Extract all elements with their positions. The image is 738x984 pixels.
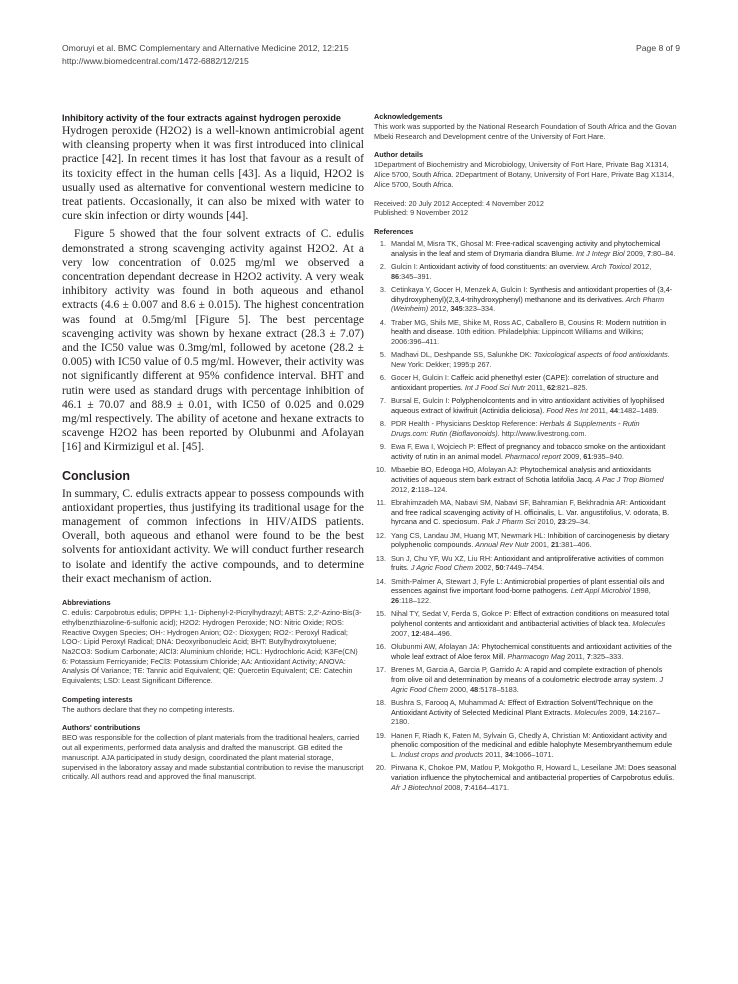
reference-journal: Herbals & Supplements - Rutin Drugs.com: Rutin (Bioflavonoids). (391, 419, 640, 439)
reference-year: http://www.livestrong.com. (499, 429, 587, 439)
abbreviations-text: C. edulis: Carpobrotus edulis; DPPH: 1,1- Diphenyl-2-Picrylhydrazyl; ABTS: 2,2'-Azino-Bis(3-ethylbenzthiazoline-6-sulfonic acid); H2O2: Hydrogen Peroxide; NO: Nitric Oxide; ROS: Reactive Oxygen Species; OH-: Hydrogen Anion; O2-: Dioxygen; RO2-: Peroxyl Radical; LOO-: Lipid Peroxyl Radical; DNA: Deoxyribonucleic Acid; BHT: Butylhydroxytoluene; Na2CO3: Sodium Carbonate; AlCl3: Aluminium chloride; HCL: Hydrochloric Acid; K3Fe(CN) 6: Potassium Ferricyanide; FeCl3: Potassium Chloride; AA: Antioxidant Activity; ANOVA: Analysis Of Variance; TE: Tannic acid Equivalent; QE: Quercetin Equivalent; CE: Catechin Equivalents; LSD: Least Significant Difference. (62, 608, 362, 686)
reference-number: 16. (375, 642, 386, 652)
reference-volume: 2 (411, 484, 416, 494)
reference-item (374, 698, 678, 727)
reference-item (374, 465, 678, 494)
reference-journal: Annual Rev Nutr (473, 540, 529, 550)
reference-item (374, 554, 678, 573)
reference-year: 2011, (525, 383, 548, 393)
reference-authors: Gocer H, Gulcin I: (391, 373, 452, 383)
reference-journal: Toxicological aspects of food antioxidants. (533, 350, 670, 360)
received-date: Received: 20 July 2012 Accepted: 4 November 2012 (374, 198, 544, 208)
h2o2-paragraph-1: Hydrogen peroxide (H2O2) is a well-known antimicrobial agent with cleansing property when it was first introduced into clinical practice [42]. In recent times it has lost that favour as a result of its toxicity effect in the human cells [43]. As a liquid, H2O2 is usually used as alternative for conventional western medicine to treat patients. Occasionally, it can also be mixed with water to cure skin infection or dirty wounds [44]. (62, 125, 364, 223)
author-details-text: 1Department of Biochemistry and Microbiology, University of Fort Hare, Private Bag X1314, Alice 5700, South Africa. 2Department of Botany, University of Fort Hare, Private Bag X1314, Alice 5700, South Africa. (374, 160, 674, 189)
reference-number: 9. (379, 442, 386, 452)
abbreviations-heading: Abbreviations (62, 598, 111, 608)
reference-title: Antimicrobial properties of plant essential oils and essences against five important food-borne pathogens. (391, 576, 665, 596)
reference-item (374, 609, 678, 638)
reference-pages: :118–122. (399, 596, 432, 606)
reference-volume: 34 (504, 749, 513, 759)
reference-pages: :345–391. (399, 271, 432, 281)
reference-volume: 12 (411, 628, 420, 638)
reference-authors: Brenes M, Garcia A, Garcia P, Garrido A: (391, 665, 525, 675)
reference-year: 2009, (624, 248, 647, 258)
reference-title: Antioxidant activity and phenolic composition of the medicinal and edible halophyte Mesembryanthemum edule L. (391, 730, 673, 759)
reference-journal: Int J Food Sci Nutr (462, 383, 526, 393)
reference-volume: 50 (495, 563, 504, 573)
reference-pages: :325–333. (590, 651, 624, 661)
reference-number: 6. (379, 373, 386, 383)
reference-authors: Pirwana K, Chokoe PM, Matlou P, Mokgotho R, Howard L, Leseilane JM: (391, 763, 629, 773)
reference-number: 15. (375, 609, 386, 619)
reference-authors: Mbaebie BO, Edeoga HO, Afolayan AJ: (391, 465, 520, 475)
reference-year: 10th edition. Philadelphia: Lippincott Williams and Wilkins; 2006:396–411. (391, 327, 644, 347)
reference-year: 1998, (630, 586, 651, 596)
reference-title: Phytochemical analysis and antioxidants activities of aqueous stem bark extract of Schotia latifolia Jacq. (391, 465, 652, 485)
reference-pages: :80–84. (651, 248, 676, 258)
reference-number: 4. (379, 317, 386, 327)
reference-title: Antioxidant and free radical scavenging activity of H. officinalis, L. Var. angustifolius, V. odorata, B. hyrcana and C. speciosum. (391, 498, 670, 527)
reference-item (374, 531, 678, 550)
page-header (62, 42, 680, 67)
reference-pages: :381–406. (559, 540, 592, 550)
competing-interests-text: The authors declare that they no competing interests. (62, 704, 235, 714)
reference-year: 2001, (528, 540, 551, 550)
reference-title: Polyphenolcontents and in vitro antioxidant activities of lyophilised aqueous extract of kiwifruit (Actinidia deliciosa). (391, 396, 665, 416)
reference-year: 2012, (428, 304, 451, 314)
reference-volume: 86 (391, 271, 400, 281)
reference-pages: :1482–1489. (618, 406, 659, 416)
reference-title: Modern nutrition in health and disease. (391, 317, 667, 337)
reference-pages: :484–496. (419, 628, 452, 638)
reference-title: Caffeic acid phenethyl ester (CAPE): correlation of structure and antioxidant properties. (391, 373, 659, 393)
reference-year: 2011, (588, 406, 610, 416)
reference-pages: :935–940. (591, 452, 624, 462)
reference-year: New York: Dekker; 1995:p 267. (391, 360, 492, 370)
reference-pages: :2167–2180. (391, 707, 660, 727)
reference-item (374, 262, 678, 281)
reference-authors: Bursal E, Gulcin I: (391, 396, 452, 406)
reference-authors: Ewa F, Ewa I, Wojciech P: (391, 442, 478, 452)
reference-year: 2011, (483, 749, 505, 759)
reference-authors: Nihal TY, Sedat V, Ferda S, Gokce P: (391, 609, 514, 619)
reference-item (374, 285, 678, 314)
reference-title: Antioxidant activity of food constituents: an overview. (419, 261, 590, 271)
reference-title: Effect of extraction conditions on measured total polyhenol contents and antioxidant and antibacterial activities of black tea. (391, 609, 669, 629)
reference-authors: Smith-Palmer A, Stewart J, Fyfe L: (391, 576, 505, 586)
reference-journal: Arch Pharm (Weinheim) (391, 294, 665, 314)
reference-title: Antioxidant and antiproliferative activities of common fruits. (391, 553, 664, 573)
reference-number: 5. (379, 350, 386, 360)
reference-authors: Sun J, Chu YF, Wu XZ, Liu RH: (391, 553, 494, 563)
reference-year: 2010, (535, 517, 558, 527)
reference-number: 3. (379, 284, 386, 294)
reference-number: 8. (379, 419, 386, 429)
reference-journal: Arch Toxicol (589, 261, 631, 271)
reference-authors: Cetinkaya Y, Gocer H, Menzek A, Gulcin I: (391, 284, 530, 294)
reference-journal: J Agric Food Chem (391, 674, 664, 694)
reference-authors: Olubunmi AW, Afolayan JA: (391, 642, 482, 652)
reference-number: 14. (375, 576, 386, 586)
reference-year: 2007, (391, 628, 412, 638)
reference-number: 19. (375, 730, 386, 740)
h2o2-paragraph-2: Figure 5 showed that the four solvent extracts of C. edulis demonstrated a strong scavenging activity against H2O2. At a very low concentration of 0.025 mg/ml we observed a concentration dependant decrease in H2O2 activity. A very weak inhibitory activity was found in both aqueous and ethanol extracts (4.6 ± 0.007 and 8.6 ± 0.015). The highest concentration was found at 0.5mg/ml [Figure 5]. The best percentage scavenging activity was shown by hexane extract (28.3 ± 7.07) and the IC50 value was 0.3mg/ml, followed by acetone (28.2 ± 0.005) with IC50 value of 0.5 mg/ml. However, their activity was not significantly different at 95% confidence interval. BHT and rutin were used as standard drugs with percentage inhibition of 46.1 ± 70.07 and 88.9 ± 0.01, with IC50 of 0.025 and 0.029 mg/ml respectively. The ability of acetone and hexane extracts to scavenge H2O2 has been reported by Olubunmi and Afolayan [16] and Kirmizigul et al. [45]. (62, 228, 364, 454)
reference-item (374, 396, 678, 415)
reference-pages: :29–34. (565, 517, 591, 527)
reference-volume: 345 (450, 304, 463, 314)
reference-journal: Molecules (630, 619, 666, 629)
reference-journal: Pharmacol report (502, 452, 561, 462)
references-heading: References (374, 226, 414, 236)
reference-journal: Pak J Pharm Sci (479, 517, 536, 527)
reference-volume: 48 (470, 684, 479, 694)
reference-year: 2008, (442, 782, 465, 792)
journal-citation: Omoruyi et al. BMC Complementary and Alternative Medicine 2012, 12:215 (62, 43, 349, 53)
author-details-heading: Author details (374, 150, 424, 160)
left-column (62, 112, 364, 782)
reference-year: 2011, (565, 651, 587, 661)
reference-item (374, 731, 678, 760)
article-url[interactable]: http://www.biomedcentral.com/1472-6882/12/215 (62, 55, 249, 66)
reference-volume: 21 (550, 540, 560, 550)
reference-title: Effect of Extraction Solvent/Technique on the Antioxidant Activity of Selected Medicinal Plant Extracts. (391, 697, 653, 717)
reference-journal: Pharmacogn Mag (505, 651, 565, 661)
reference-year: 2009, (607, 707, 630, 717)
reference-year: 2002, (473, 563, 496, 573)
reference-pages: :5178–5183. (478, 684, 519, 694)
h2o2-body (62, 124, 364, 455)
reference-volume: 7 (464, 782, 469, 792)
reference-authors: Mandal M, Misra TK, Ghosal M: (391, 238, 496, 248)
reference-journal: Food Res Int (544, 406, 589, 416)
reference-authors: Ebrahimzadeh MA, Nabavi SM, Nabavi SF, Bahramian F, Bekhradnia AR: (391, 498, 630, 508)
reference-number: 13. (375, 553, 386, 563)
conclusion-paragraph: In summary, C. edulis extracts appear to possess compounds with antioxidant properties, thus justifying its traditional usage for the management of common infections in HIV/AIDS patients. Overall, both aqueous and ethanol were found to be the best solvents for antioxidant activity. We will conduct further research to isolate and identify the active compounds, and to determine their exact mechanism of action. (62, 487, 364, 585)
reference-volume: 26 (391, 596, 400, 606)
reference-number: 2. (379, 261, 386, 271)
reference-year: 2000, (447, 684, 471, 694)
reference-item (374, 642, 678, 661)
reference-pages: :118–124. (415, 484, 448, 494)
reference-journal: Lett Appl Microbiol (568, 586, 631, 596)
reference-pages: :7449–7454. (503, 563, 545, 573)
reference-journal: Int J Integr Biol (573, 248, 625, 258)
reference-item (374, 419, 678, 438)
reference-number: 12. (375, 530, 386, 540)
reference-journal: Indust crops and products (397, 749, 484, 759)
reference-title: Phytochemical constituents and antioxidant activities of the whole leaf extract of Aloe ferox Mill. (391, 642, 672, 661)
reference-authors: PDR Health - Physicians Desktop Reference: (391, 419, 540, 429)
reference-title: Does seasonal variation influence the phytochemical and antibacterial properties of Carpobrotus edulis. (391, 763, 677, 782)
acknowledgements-text: This work was supported by the National Research Foundation of South Africa and the Govan Mbeki Research and Development centre of the University of Fort Hare. (374, 122, 677, 141)
reference-pages: :821–825. (555, 383, 588, 393)
reference-item (374, 239, 678, 258)
reference-authors: Yang CS, Landau JM, Huang MT, Newmark HL: (391, 530, 548, 540)
reference-authors: Traber MG, Shils ME, Shike M, Ross AC, Caballero B, Cousins R: (391, 317, 606, 327)
reference-title: Effect of pregnancy and tobacco smoke on the antioxidant activity of rutin in an animal model. (391, 442, 666, 462)
reference-year: 2009, (560, 452, 584, 462)
reference-pages: :323–334. (462, 304, 496, 314)
conclusion-heading: Conclusion (62, 468, 131, 483)
reference-authors: Hanen F, Riadh K, Faten M, Sylvain G, Chedly A, Christian M: (391, 730, 593, 740)
reference-journal: A Pac J Trop Biomed (593, 475, 664, 485)
reference-authors: Bushra S, Farooq A, Muhammad A: (391, 697, 508, 707)
reference-authors: Madhavi DL, Deshpande SS, Salunkhe DK: (391, 350, 534, 360)
reference-volume: 7 (646, 248, 652, 258)
reference-volume: 62 (547, 383, 556, 393)
contributions-text: BEO was responsible for the collection of plant materials from the traditional healers, carried out all experiments, performed data analysis and drafted the manuscript. GB edited the manuscript. AJA participated in study design, coordinated the plant material storage, supervised in the laboratory assay and made substantial contribution to revise the manuscript critically. All authors read and approved the final manuscript. (62, 733, 364, 782)
reference-journal: Afr J Biotechnol (391, 782, 443, 792)
reference-volume: 61 (583, 452, 592, 462)
reference-title: Free-radical scavenging activity and phytochemical analysis in the leaf and stem of Drymaria diandra Blume. (391, 238, 661, 258)
reference-item (374, 577, 678, 606)
reference-title: Inhibition of carcinogenesis by dietary polyphenolic compounds. (391, 530, 670, 550)
reference-volume: 23 (557, 517, 566, 527)
page-number: Page 8 of 9 (636, 43, 680, 53)
reference-item (374, 665, 678, 694)
reference-journal: J Agric Food Chem (408, 563, 474, 573)
reference-title: A rapid and complete extraction of phenols from olive oil and determination by means of a coulometric electrode array system. (391, 665, 663, 684)
reference-volume: 14 (629, 707, 638, 717)
reference-number: 11. (376, 498, 386, 508)
reference-authors: Gulcin I: (391, 261, 420, 271)
reference-pages: :4164–4171. (468, 782, 510, 792)
reference-item (374, 373, 678, 392)
reference-item (374, 763, 678, 792)
reference-number: 17. (375, 665, 386, 675)
acknowledgements-heading: Acknowledgements (374, 112, 443, 121)
reference-number: 7. (379, 396, 386, 406)
reference-item (374, 442, 678, 461)
reference-item (374, 498, 678, 527)
reference-item (374, 350, 678, 369)
conclusion-body (62, 487, 364, 586)
published-date: Published: 9 November 2012 (374, 208, 469, 218)
h2o2-heading: Inhibitory activity of the four extracts against hydrogen peroxide (62, 113, 341, 123)
right-column (374, 112, 678, 796)
reference-item (374, 318, 678, 347)
reference-list (374, 239, 678, 792)
reference-volume: 44 (609, 406, 619, 416)
reference-number: 20. (375, 763, 386, 773)
reference-pages: :1066–1071. (513, 749, 554, 759)
reference-volume: 7 (586, 651, 591, 661)
reference-number: 10. (375, 465, 386, 475)
competing-interests-heading: Competing interests (62, 694, 133, 704)
reference-number: 18. (375, 697, 386, 707)
reference-year: 2012, (630, 261, 652, 271)
reference-year: 2012, (391, 484, 412, 494)
reference-journal: Molecules (572, 707, 608, 717)
reference-title: Synthesis and antioxidant properties of (3,4-dihydroxyphenyl)(2,3,4-trihydroxyphenyl) methanone and its derivatives. (391, 284, 673, 304)
contributions-heading: Authors' contributions (62, 723, 141, 733)
reference-number: 1. (379, 238, 386, 248)
